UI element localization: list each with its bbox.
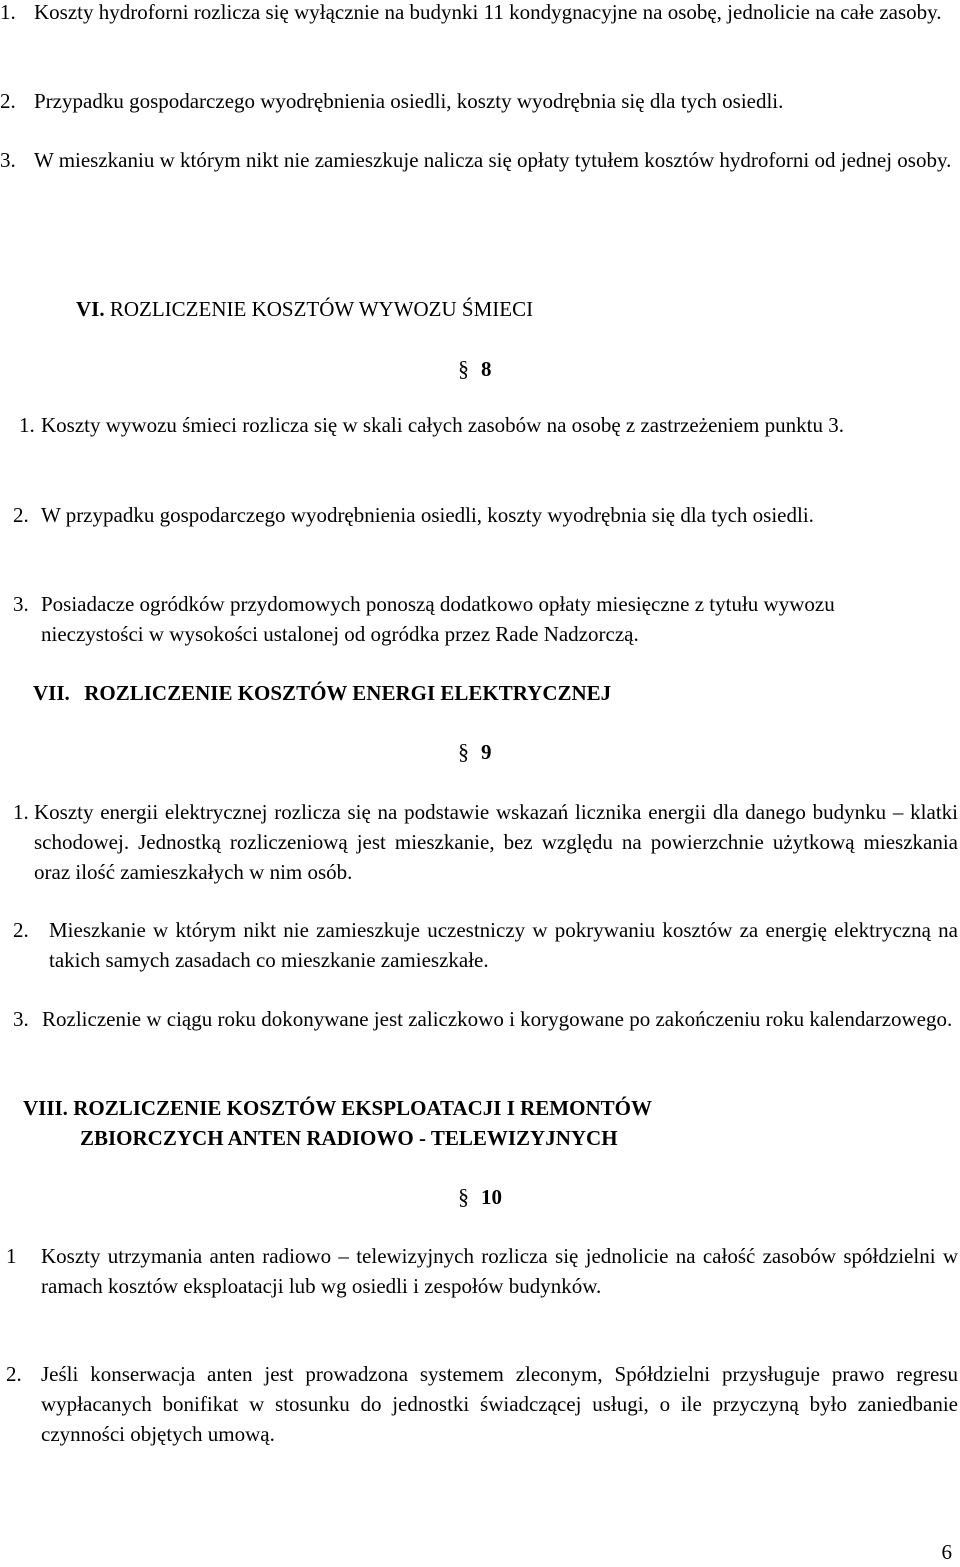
list-item [6, 1241, 958, 1301]
section-heading [33, 678, 611, 708]
item-text: Koszty wywozu śmieci rozlicza się w skali całych zasobów na osobę z zastrzeżeniem punktu 3. [41, 413, 844, 437]
list-item [0, 145, 958, 175]
item-number: 1 [6, 1244, 17, 1268]
section-heading [23, 1093, 652, 1123]
item-number: 2. [0, 89, 16, 113]
list-item [6, 1359, 958, 1449]
section-title: ZBIORCZYCH ANTEN RADIOWO - TELEWIZYJNYCH [80, 1126, 618, 1150]
item-text: Przypadku gospodarczego wyodrębnienia osiedli, koszty wyodrębnia się dla tych osiedli. [34, 89, 784, 113]
item-text: Mieszkanie w którym nikt nie zamieszkuje uczestniczy w pokrywaniu kosztów za energię elektryczną na takich samych zasadach co mieszkanie zamieszkałe. [49, 918, 958, 972]
item-text: Rozliczenie w ciągu roku dokonywane jest zaliczkowo i korygowane po zakończeniu roku kalendarzowego. [42, 1007, 953, 1031]
paragraph-number [458, 1182, 502, 1212]
item-number: 2. [6, 1362, 22, 1386]
list-item [19, 410, 919, 440]
item-text: Koszty hydroforni rozlicza się wyłącznie na budynki 11 kondygnacyjne na osobę, jednolicie na całe zasoby. [34, 0, 942, 24]
paragraph-number [458, 354, 492, 384]
page-number: 6 [941, 1540, 952, 1564]
paragraph-value: 9 [481, 740, 492, 764]
list-item [13, 915, 958, 975]
list-item [0, 86, 958, 116]
section-heading-continued [80, 1123, 618, 1153]
item-number: 1. [19, 413, 35, 437]
paragraph-number [458, 737, 492, 767]
paragraph-value: 8 [481, 357, 492, 381]
section-number: VI. [76, 297, 105, 321]
item-text: W przypadku gospodarczego wyodrębnienia osiedli, koszty wyodrębnia się dla tych osiedli. [41, 503, 814, 527]
item-text: W mieszkaniu w którym nikt nie zamieszkuje nalicza się opłaty tytułem kosztów hydroforni od jednej osoby. [34, 148, 952, 172]
section-number: VII. [33, 681, 70, 705]
list-item [13, 500, 913, 530]
section-title: ROZLICZENIE KOSZTÓW ENERGI ELEKTRYCZNEJ [84, 681, 612, 705]
item-number: 3. [0, 148, 16, 172]
item-text: Koszty utrzymania anten radiowo – telewizyjnych rozlicza się jednolicie na całość zasobów spółdzielni w ramach kosztów eksploatacji lub wg osiedli i zespołów budynków. [41, 1244, 958, 1298]
item-text: Koszty energii elektrycznej rozlicza się na podstawie wskazań licznika energii dla danego budynku – klatki schodowej. Jednostką rozliczeniową jest mieszkanie, bez względu na powierzchnie użytkową mieszkania oraz ilość zamieszkałych w nim osób. [34, 800, 958, 884]
item-number: 1. [13, 800, 29, 824]
section-title: ROZLICZENIE KOSZTÓW EKSPLOATACJI I REMONTÓW [73, 1096, 652, 1120]
item-text: Jeśli konserwacja anten jest prowadzona systemem zleconym, Spółdzielni przysługuje prawo regresu wypłacanych bonifikat w stosunku do jednostki świadczącej usługi, o ile przyczyną było zaniedbanie czynności objętych umową. [41, 1362, 958, 1446]
section-title: ROZLICZENIE KOSZTÓW WYWOZU ŚMIECI [109, 297, 534, 321]
item-number: 2. [13, 918, 29, 942]
section-sign: § [458, 1184, 469, 1209]
list-item [13, 589, 913, 649]
paragraph-value: 10 [481, 1185, 502, 1209]
item-number: 3. [13, 1007, 29, 1031]
item-number: 1. [0, 0, 16, 24]
item-number: 2. [13, 503, 29, 527]
list-item [0, 0, 958, 27]
section-heading [76, 294, 533, 324]
item-number: 3. [13, 592, 29, 616]
list-item [13, 1004, 958, 1034]
section-sign: § [458, 739, 469, 764]
item-text: Posiadacze ogródków przydomowych ponoszą dodatkowo opłaty miesięczne z tytułu wywozu nieczystości w wysokości ustalonej od ogródka przez Rade Nadzorczą. [41, 592, 835, 646]
section-number: VIII. [23, 1096, 68, 1120]
section-sign: § [458, 356, 469, 381]
list-item [13, 797, 958, 887]
